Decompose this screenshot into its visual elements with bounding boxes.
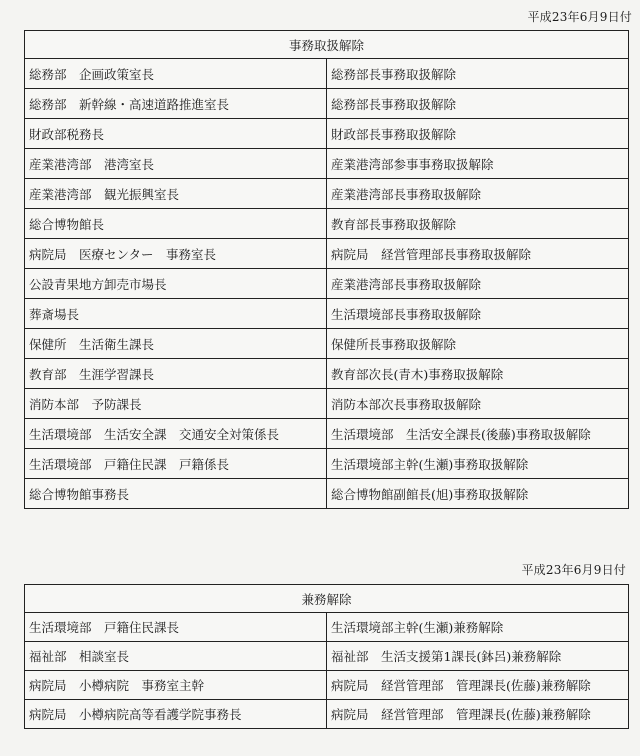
position-cell: 葬斎場長 — [25, 299, 327, 329]
position-cell: 生活環境部 戸籍住民課 戸籍係長 — [25, 449, 327, 479]
table-header-row — [25, 585, 629, 613]
release-cell: 産業港湾部長事務取扱解除 — [327, 179, 629, 209]
position-cell: 総合博物館事務長 — [25, 479, 327, 509]
section1-rows — [25, 59, 629, 509]
position-cell: 病院局 医療センター 事務室長 — [25, 239, 327, 269]
table-row — [25, 179, 629, 209]
position-cell: 病院局 小樽病院 事務室主幹 — [25, 671, 327, 700]
release-cell: 病院局 経営管理部 管理課長(佐藤)兼務解除 — [327, 700, 629, 729]
release-cell: 総務部長事務取扱解除 — [327, 59, 629, 89]
table-row — [25, 149, 629, 179]
table-row — [25, 329, 629, 359]
release-cell: 産業港湾部参事事務取扱解除 — [327, 149, 629, 179]
table-header-row — [25, 31, 629, 59]
position-cell: 総務部 企画政策室長 — [25, 59, 327, 89]
release-cell: 消防本部次長事務取扱解除 — [327, 389, 629, 419]
table-row — [25, 642, 629, 671]
release-cell: 教育部次長(青木)事務取扱解除 — [327, 359, 629, 389]
release-cell: 保健所長事務取扱解除 — [327, 329, 629, 359]
release-cell: 財政部長事務取扱解除 — [327, 119, 629, 149]
release-cell: 病院局 経営管理部 管理課長(佐藤)兼務解除 — [327, 671, 629, 700]
position-cell: 財政部税務長 — [25, 119, 327, 149]
position-cell: 公設青果地方卸売市場長 — [25, 269, 327, 299]
release-cell: 生活環境部 生活安全課長(後藤)事務取扱解除 — [327, 419, 629, 449]
table-row — [25, 389, 629, 419]
table-row — [25, 119, 629, 149]
release-cell: 総合博物館副館長(旭)事務取扱解除 — [327, 479, 629, 509]
release-acting-table — [24, 30, 629, 509]
table-row — [25, 59, 629, 89]
position-cell: 生活環境部 戸籍住民課長 — [25, 613, 327, 642]
position-cell: 消防本部 予防課長 — [25, 389, 327, 419]
table-row — [25, 359, 629, 389]
release-cell: 生活環境部主幹(生瀬)兼務解除 — [327, 613, 629, 642]
table-row — [25, 269, 629, 299]
table-row — [25, 209, 629, 239]
table-row — [25, 479, 629, 509]
release-concurrent-table — [24, 584, 629, 729]
position-cell: 病院局 小樽病院高等看護学院事務長 — [25, 700, 327, 729]
position-cell: 産業港湾部 港湾室長 — [25, 149, 327, 179]
release-cell: 生活環境部長事務取扱解除 — [327, 299, 629, 329]
table-row — [25, 671, 629, 700]
position-cell: 総合博物館長 — [25, 209, 327, 239]
release-cell: 教育部長事務取扱解除 — [327, 209, 629, 239]
position-cell: 産業港湾部 観光振興室長 — [25, 179, 327, 209]
section1-date: 平成23年6月9日付 — [527, 10, 632, 24]
position-cell: 生活環境部 生活安全課 交通安全対策係長 — [25, 419, 327, 449]
position-cell: 総務部 新幹線・高速道路推進室長 — [25, 89, 327, 119]
table-row — [25, 700, 629, 729]
section2-header: 兼務解除 — [25, 585, 629, 613]
table-row — [25, 239, 629, 269]
table-row — [25, 449, 629, 479]
position-cell: 保健所 生活衛生課長 — [25, 329, 327, 359]
release-cell: 総務部長事務取扱解除 — [327, 89, 629, 119]
release-cell: 福祉部 生活支援第1課長(鉢呂)兼務解除 — [327, 642, 629, 671]
table-row — [25, 299, 629, 329]
section1-header: 事務取扱解除 — [25, 31, 629, 59]
table-row — [25, 419, 629, 449]
section2-rows — [25, 613, 629, 729]
release-cell: 生活環境部主幹(生瀬)事務取扱解除 — [327, 449, 629, 479]
position-cell: 教育部 生涯学習課長 — [25, 359, 327, 389]
section2-date: 平成23年6月9日付 — [521, 563, 626, 577]
position-cell: 福祉部 相談室長 — [25, 642, 327, 671]
table-row — [25, 613, 629, 642]
release-cell: 産業港湾部長事務取扱解除 — [327, 269, 629, 299]
table-row — [25, 89, 629, 119]
release-cell: 病院局 経営管理部長事務取扱解除 — [327, 239, 629, 269]
